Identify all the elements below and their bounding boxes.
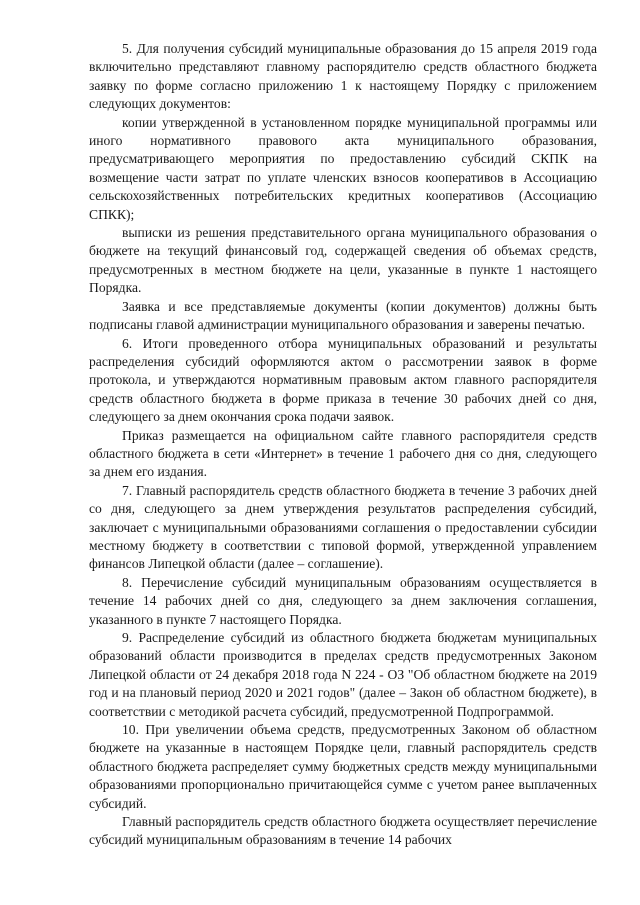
paragraph-application-signature: Заявка и все представляемые документы (копии документов) должны быть подписаны главой администрации муниципального образования и заверены печатью.: [89, 298, 597, 333]
paragraph-item-7: 7. Главный распорядитель средств областного бюджета в течение 3 рабочих дней со дня, следующего за днем утверждения результатов распределения субсидий, заключает с муниципальными образованиями соглашения о предоставлении субсидии местному бюджету в соответствии с типовой формой, утвержденной управлением финансов Липецкой области (далее – соглашение).: [89, 482, 597, 572]
paragraph-transfer-terms: Главный распорядитель средств областного бюджета осуществляет перечисление субсидий муниципальным образованиям в течение 14 рабочих: [89, 814, 597, 848]
paragraph-item-9: 9. Распределение субсидий из областного бюджета бюджетам муниципальных образований области производится в пределах средств предусмотренных Законом Липецкой области от 24 декабря 2018 года N 224 - ОЗ "Об областном бюджете на 2019 год и на плановый период 2020 и 2021 годов" (далее – Закон об областном бюджете), в соответствии с методикой расчета субсидий, предусмотренной Подпрограммой.: [89, 630, 597, 719]
paragraph-order-publication: Приказ размещается на официальном сайте главного распорядителя средств областного бюджета в сети «Интернет» в течение 1 рабочего дня со дня, следующего за днем его издания.: [89, 427, 597, 480]
paragraph-item-10: 10. При увеличении объема средств, предусмотренных Законом об областном бюджете на указанные в настоящем Порядке цели, главный распорядитель средств областного бюджета распределяет сумму бюджетных средств между муниципальными образованиями пропорционально причитающейся сумме с учетом ранее выплаченных субсидий.: [89, 722, 597, 811]
paragraph-item-8: 8. Перечисление субсидий муниципальным образованиям осуществляется в течение 14 рабочих дней со дня, следующего за днем заключения соглашения, указанного в пункте 7 настоящего Порядка.: [89, 574, 597, 627]
paragraph-item-5: 5. Для получения субсидий муниципальные образования до 15 апреля 2019 года включительно представляют главному распорядителю средств областного бюджета заявку по форме согласно приложению 1 к настоящему Порядку с приложением следующих документов:: [89, 41, 597, 112]
paragraph-program-copies: копии утвержденной в установленном порядке муниципальной программы или иного нормативного правового акта муниципального образования, предусматривающего мероприятия по предоставлению субсидий СКПК на возмещение части затрат по уплате членских взносов кооперативов в Ассоциацию сельскохозяйственных потребительских кредитных кооперативов (Ассоциацию СПКК);: [89, 114, 597, 222]
document-page: [89, 40, 597, 850]
paragraph-budget-extract: выписки из решения представительного органа муниципального образования о бюджете на текущий финансовый год, содержащей сведения об объемах средств, предусмотренных в местном бюджете на цели, указанные в пункте 1 настоящего Порядка.: [89, 225, 597, 296]
paragraph-item-6: 6. Итоги проведенного отбора муниципальных образований и результаты распределения субсидий оформляются актом о рассмотрении заявок в форме протокола, и утверждаются нормативным правовым актом главного распорядителя средств областного бюджета в форме приказа в течение 30 рабочих дней со дня, следующего за днем окончания срока подачи заявок.: [89, 335, 597, 425]
